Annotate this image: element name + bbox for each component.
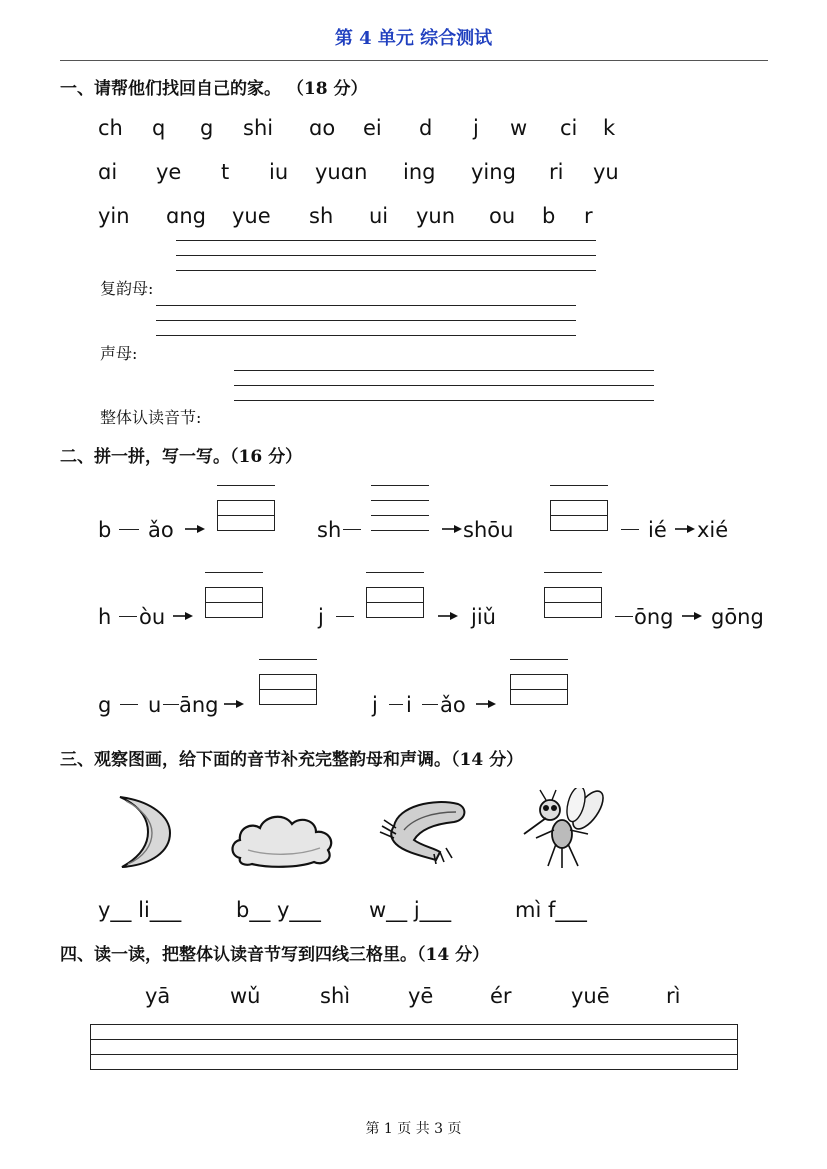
whole-syllables-label: 整体认读音节:	[100, 408, 202, 427]
four-line-writing-area[interactable]	[90, 1024, 738, 1070]
dash	[336, 616, 354, 617]
syllable-ya: yā	[145, 984, 171, 1008]
answer-line[interactable]	[371, 500, 429, 501]
four-line-grid[interactable]	[544, 572, 602, 617]
spell-result-jiu: jiǔ	[471, 605, 496, 629]
spell-medial-i: i	[406, 693, 412, 717]
blank-syllable-1[interactable]: y__ li___	[98, 898, 182, 922]
syllable-er: ér	[490, 984, 512, 1008]
four-line-grid[interactable]	[366, 572, 424, 617]
blank-syllable-2[interactable]: b__ y___	[236, 898, 321, 922]
blank-syllable-3[interactable]: w__ j___	[369, 898, 452, 922]
answer-line[interactable]	[176, 255, 596, 256]
s1-row1-10: k	[603, 116, 616, 140]
page-title: 第 4 单元 综合测试	[334, 28, 493, 49]
section3-heading: 三、观察图画，给下面的音节补充完整韵母和声调。（14 分）	[60, 750, 524, 770]
spell-final-ang: āng	[179, 693, 219, 717]
four-line-grid[interactable]	[205, 572, 263, 617]
section1-heading: 一、请帮他们找回自己的家。 （18 分）	[60, 79, 368, 99]
four-line-grid[interactable]	[259, 659, 317, 704]
section2-heading: 二、拼一拼，写一写。（16 分）	[60, 447, 303, 467]
dash	[389, 704, 403, 705]
spell-final-ao: ǎo	[148, 518, 174, 542]
s1-row3-2: yue	[232, 204, 271, 228]
answer-line[interactable]	[156, 305, 576, 306]
s1-row1-8: w	[510, 116, 528, 140]
mosquito-icon	[516, 788, 606, 870]
s1-row3-8: r	[584, 204, 593, 228]
moon-icon	[112, 795, 176, 869]
scarf-icon	[374, 796, 470, 864]
answer-line[interactable]	[234, 400, 654, 401]
s1-row1-1: q	[152, 116, 166, 140]
dash	[163, 704, 179, 705]
s1-row3-4: ui	[369, 204, 389, 228]
s1-row1-4: ɑo	[309, 116, 336, 140]
answer-line[interactable]	[234, 385, 654, 386]
spell-result-gong: gōng	[711, 605, 764, 629]
spell-initial-j: j	[318, 605, 324, 629]
page-footer: 第 1 页 共 3 页	[365, 1121, 462, 1137]
spell-initial-g: g	[98, 693, 112, 717]
answer-line[interactable]	[371, 530, 429, 531]
syllable-wu: wǔ	[230, 984, 261, 1008]
four-line-grid[interactable]	[217, 485, 275, 530]
arrow-right-icon	[173, 611, 193, 621]
dash	[120, 704, 138, 705]
s1-row2-4: yuɑn	[315, 160, 368, 184]
arrow-right-icon	[224, 699, 244, 709]
spell-final-ie: ié	[648, 518, 667, 542]
dash	[119, 529, 139, 530]
spell-initial-j2: j	[372, 693, 378, 717]
four-line-grid[interactable]	[510, 659, 568, 704]
arrow-right-icon	[675, 524, 695, 534]
spell-result-shou: shōu	[463, 518, 514, 542]
s1-row1-3: shi	[243, 116, 274, 140]
s1-row3-3: sh	[309, 204, 334, 228]
arrow-right-icon	[476, 699, 496, 709]
answer-line[interactable]	[156, 320, 576, 321]
s1-row2-0: ɑi	[98, 160, 118, 184]
s1-row3-5: yun	[416, 204, 456, 228]
spell-final-ou: òu	[139, 605, 166, 629]
answer-line[interactable]	[156, 335, 576, 336]
arrow-right-icon	[438, 611, 458, 621]
s1-row1-5: ei	[363, 116, 382, 140]
title-divider	[60, 60, 768, 61]
s1-row2-5: ing	[403, 160, 436, 184]
initials-label: 声母:	[100, 344, 138, 363]
blank-syllable-4[interactable]: mì f___	[515, 898, 587, 922]
syllable-ri: rì	[666, 984, 681, 1008]
s1-row2-3: iu	[269, 160, 289, 184]
s1-row2-6: ying	[471, 160, 516, 184]
s1-row3-6: ou	[489, 204, 516, 228]
s1-row3-1: ɑng	[166, 204, 206, 228]
answer-line[interactable]	[234, 370, 654, 371]
s1-row2-1: ye	[156, 160, 182, 184]
arrow-right-icon	[442, 524, 462, 534]
dash	[621, 529, 639, 530]
answer-line[interactable]	[371, 515, 429, 516]
s1-row2-7: ri	[549, 160, 564, 184]
spell-medial-u: u	[148, 693, 162, 717]
spell-result-xie: xié	[697, 518, 729, 542]
dash	[422, 704, 438, 705]
arrow-right-icon	[682, 611, 702, 621]
dash	[615, 616, 633, 617]
dash	[343, 529, 361, 530]
s1-row1-7: j	[473, 116, 479, 140]
section4-heading: 四、读一读，把整体认读音节写到四线三格里。（14 分）	[60, 945, 490, 965]
s1-row2-2: t	[221, 160, 230, 184]
syllable-shi: shì	[320, 984, 351, 1008]
compound-finals-label: 复韵母:	[100, 279, 154, 298]
spell-final-ong: ōng	[634, 605, 674, 629]
s1-row2-8: yu	[593, 160, 619, 184]
spell-final-ao2: ǎo	[440, 693, 466, 717]
spell-initial-sh: sh	[317, 518, 342, 542]
cloud-icon	[228, 810, 338, 868]
s1-row3-0: yin	[98, 204, 130, 228]
answer-line[interactable]	[371, 485, 429, 486]
s1-row3-7: b	[542, 204, 556, 228]
s1-row1-0: ch	[98, 116, 123, 140]
four-line-grid[interactable]	[550, 485, 608, 530]
dash	[119, 616, 137, 617]
spell-initial-h: h	[98, 605, 112, 629]
answer-line[interactable]	[176, 240, 596, 241]
syllable-ye: yē	[408, 984, 434, 1008]
syllable-yue: yuē	[571, 984, 610, 1008]
s1-row1-2: g	[200, 116, 214, 140]
s1-row1-9: ci	[560, 116, 578, 140]
s1-row1-6: d	[419, 116, 433, 140]
answer-line[interactable]	[176, 270, 596, 271]
arrow-right-icon	[185, 524, 205, 534]
spell-initial-b: b	[98, 518, 112, 542]
